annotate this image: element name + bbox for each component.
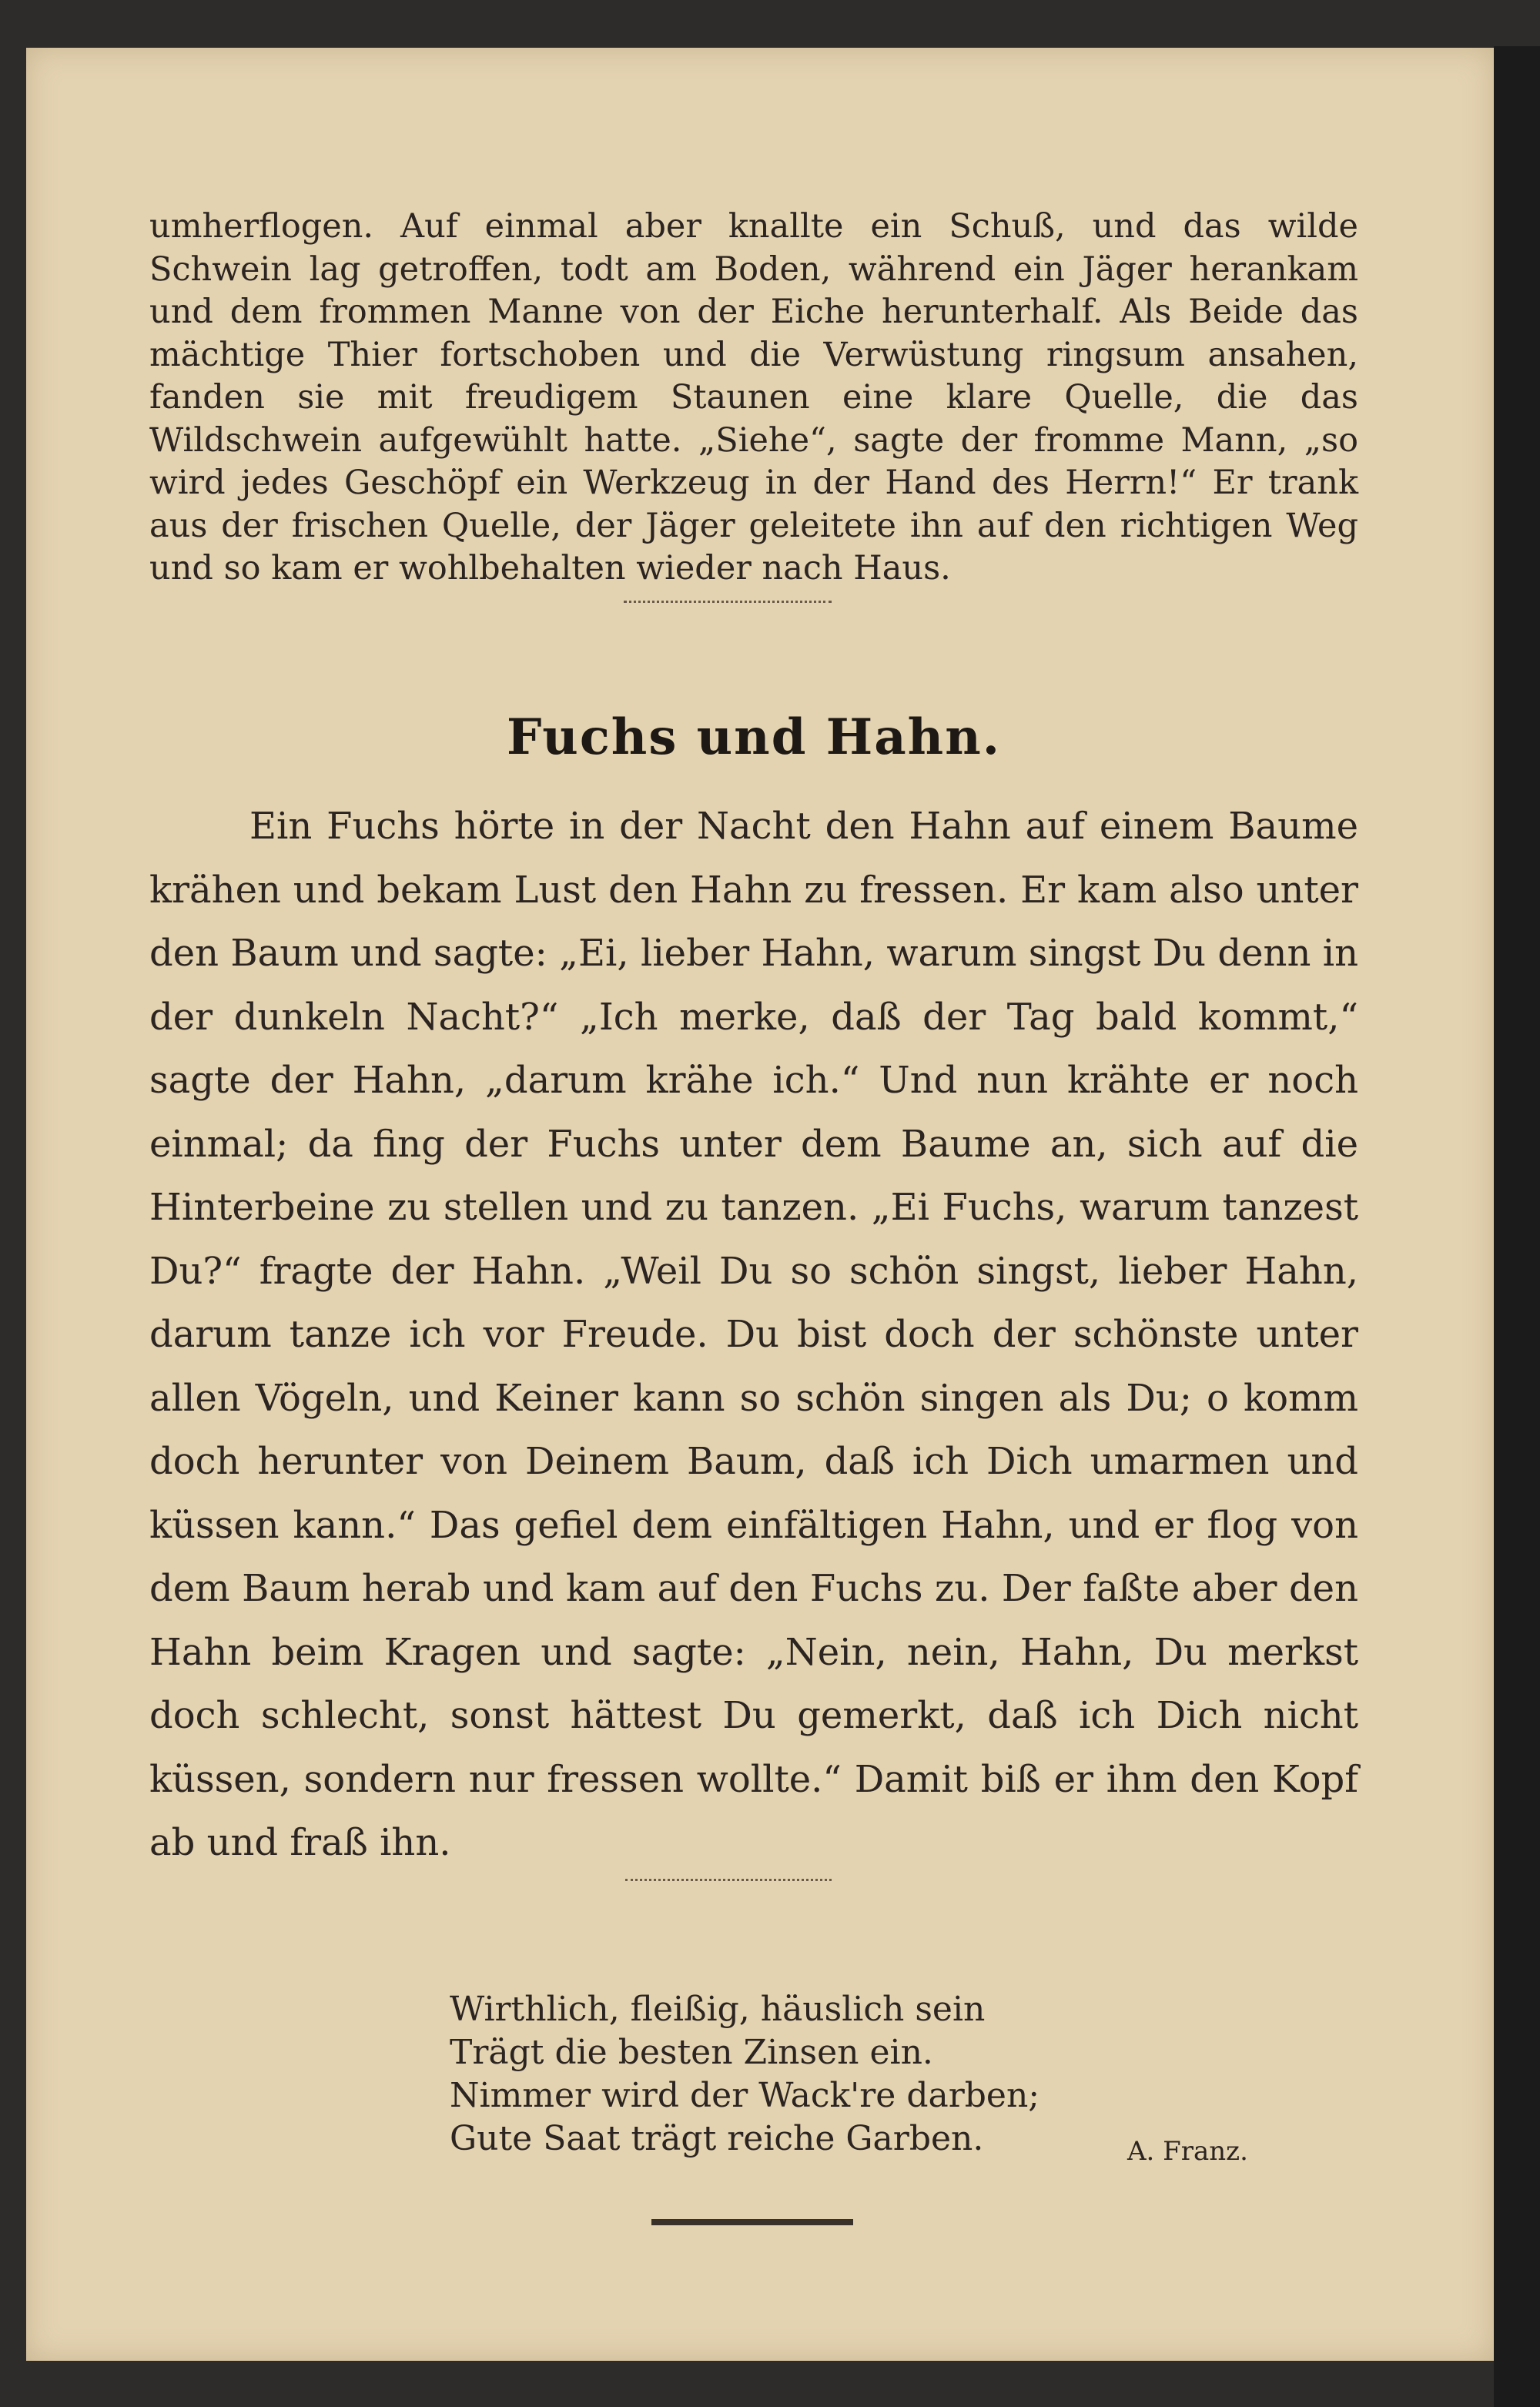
section-divider-bottom (625, 1879, 832, 1884)
story-paragraph: Ein Fuchs hörte in der Nacht den Hahn auf einem Baume krähen und bekam Lust den Hahn zu fressen. Er kam also unter den Baum und sagte: „Ei, lieber Hahn, warum singst Du denn in der dunkeln Nacht?“ „Ich merke, daß der Tag bald kommt,“ sagte der Hahn, „darum krähe ich.“ Und nun krähte er noch einmal; da fing der Fuchs unter dem Baume an, sich auf die Hinterbeine zu stellen und zu tanzen. „Ei Fuchs, warum tanzest Du?“ fragte der Hahn. „Weil Du so schön singst, lieber Hahn, darum tanze ich vor Freude. Du bist doch der schönste unter allen Vögeln, und Keiner kann so schön singen als Du; o komm doch herunter von Deinem Baum, daß ich Dich umarmen und küssen kann.“ Das gefiel dem einfältigen Hahn, und er flog von dem Baum herab und kam auf den Fuchs zu. Der faßte aber den Hahn beim Kragen und sagte: „Nein, nein, Hahn, Du merkst doch schlecht, sonst hättest Du gemerkt, daß ich Dich nicht küssen, sondern nur fressen wollte.“ Damit biß er ihm den Kopf ab und fraß ihn. (149, 805, 1358, 1864)
poem-line-1: Wirthlich, fleißig, häuslich sein (450, 1990, 986, 2029)
book-page (26, 48, 1494, 2361)
poem-line-4: Gute Saat trägt reiche Garben. (450, 2119, 984, 2158)
poem-line-3: Nimmer wird der Wack're darben; (450, 2076, 1040, 2115)
continuation-paragraph: umherflogen. Auf einmal aber knallte ein Schuß, und das wilde Schwein lag getroffen, todt am Boden, während ein Jäger herankam und dem frommen Manne von der Eiche herunterhalf. Als Beide das mächtige Thier fortschoben und die Verwüstung ringsum ansahen, fanden sie mit freudigem Staunen eine klare Quelle, die das Wildschwein aufgewühlt hatte. „Siehe“, sagte der fromme Mann, „so wird jedes Geschöpf ein Werkzeug in der Hand des Herrn!“ Er trank aus der frischen Quelle, der Jäger geleitete ihn auf den richtigen Weg und so kam er wohlbehalten wieder nach Haus. (149, 207, 1358, 588)
poem-line-2: Trägt die besten Zinsen ein. (450, 2033, 933, 2072)
end-rule (651, 2219, 853, 2225)
story-title: Fuchs und Hahn. (506, 708, 1002, 766)
book-edge (1494, 46, 1540, 2407)
section-divider-top (624, 601, 832, 606)
poem-author: A. Franz. (1127, 2136, 1248, 2167)
poem (450, 1988, 1143, 2161)
